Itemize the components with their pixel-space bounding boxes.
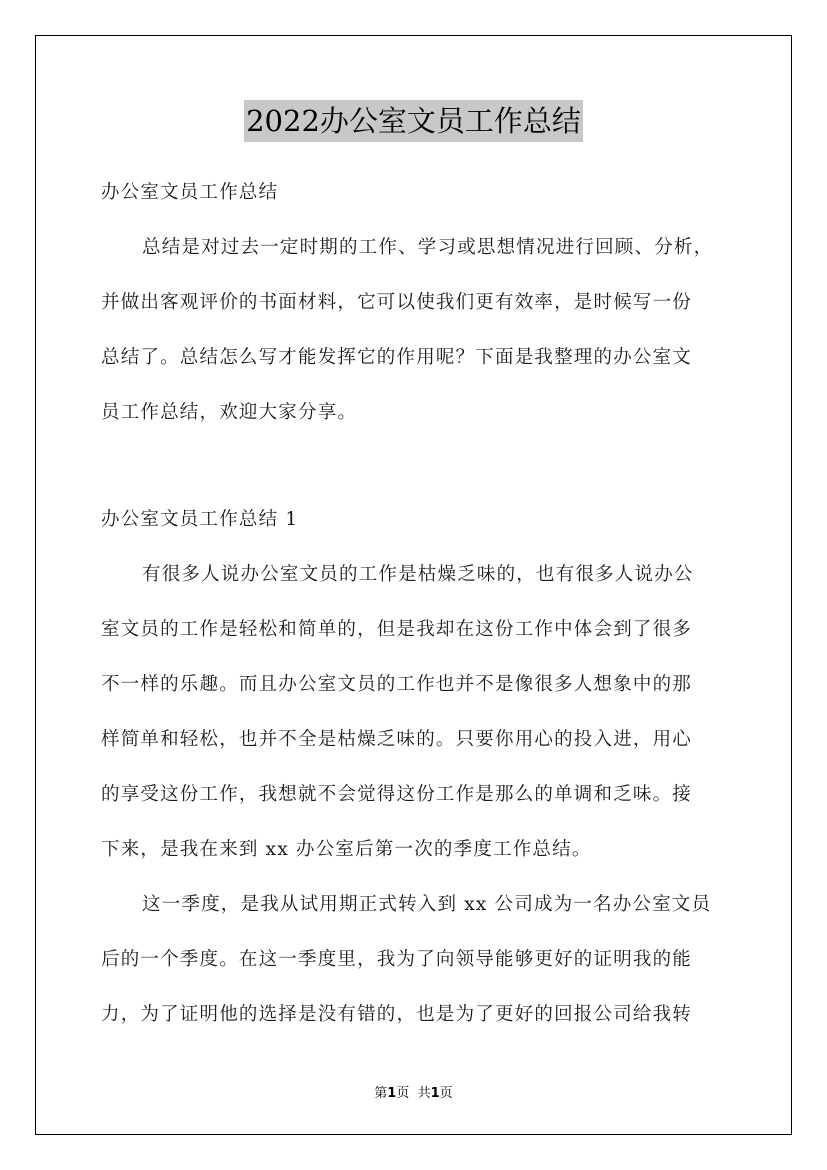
text-line: 这一季度，是我从试用期正式转入到 xx 公司成为一名办公室文员 — [142, 894, 712, 915]
text-line: 有很多人说办公室文员的工作是枯燥乏味的，也有很多人说办公 — [142, 564, 694, 585]
text-line: 室文员的工作是轻松和简单的，但是我却在这份工作中体会到了很多 — [101, 619, 693, 640]
text-line: 员工作总结，欢迎大家分享。 — [101, 402, 358, 423]
text-line: 并做出客观评价的书面材料，它可以使我们更有效率，是时候写一份 — [101, 292, 693, 313]
text-line: 不一样的乐趣。而且办公室文员的工作也并不是像很多人想象中的那 — [101, 674, 693, 695]
text-line: 下来，是我在来到 xx 办公室后第一次的季度工作总结。 — [101, 839, 592, 860]
footer-total-number: 1 — [430, 1086, 440, 1101]
footer-page-number: 1 — [387, 1086, 397, 1101]
title-container — [0, 100, 827, 142]
page-footer — [0, 1082, 827, 1101]
paragraph-gap — [101, 445, 729, 497]
text-line: 办公室文员工作总结 — [101, 182, 279, 203]
text-line: 后的一个季度。在这一季度里，我为了向领导能够更好的证明我的能 — [101, 949, 693, 970]
document-body — [101, 170, 729, 1047]
text-line: 样简单和轻松，也并不全是枯燥乏味的。只要你用心的投入进，用心 — [101, 729, 693, 750]
text-line: 总结了。总结怎么写才能发挥它的作用呢？下面是我整理的办公室文 — [101, 347, 693, 368]
footer-total-prefix: 共 — [417, 1086, 431, 1101]
document-title: 2022办公室文员工作总结 — [244, 100, 583, 142]
footer-total-suffix: 页 — [439, 1086, 453, 1101]
text-line: 总结是对过去一定时期的工作、学习或思想情况进行回顾、分析， — [142, 237, 714, 258]
footer-page-prefix: 第 — [374, 1086, 388, 1101]
text-line: 办公室文员工作总结 1 — [101, 509, 299, 530]
footer-page-suffix: 页 — [396, 1086, 410, 1101]
text-line: 力，为了证明他的选择是没有错的，也是为了更好的回报公司给我转 — [101, 1004, 693, 1025]
text-line: 的享受这份工作，我想就不会觉得这份工作是那么的单调和乏味。接 — [101, 784, 693, 805]
